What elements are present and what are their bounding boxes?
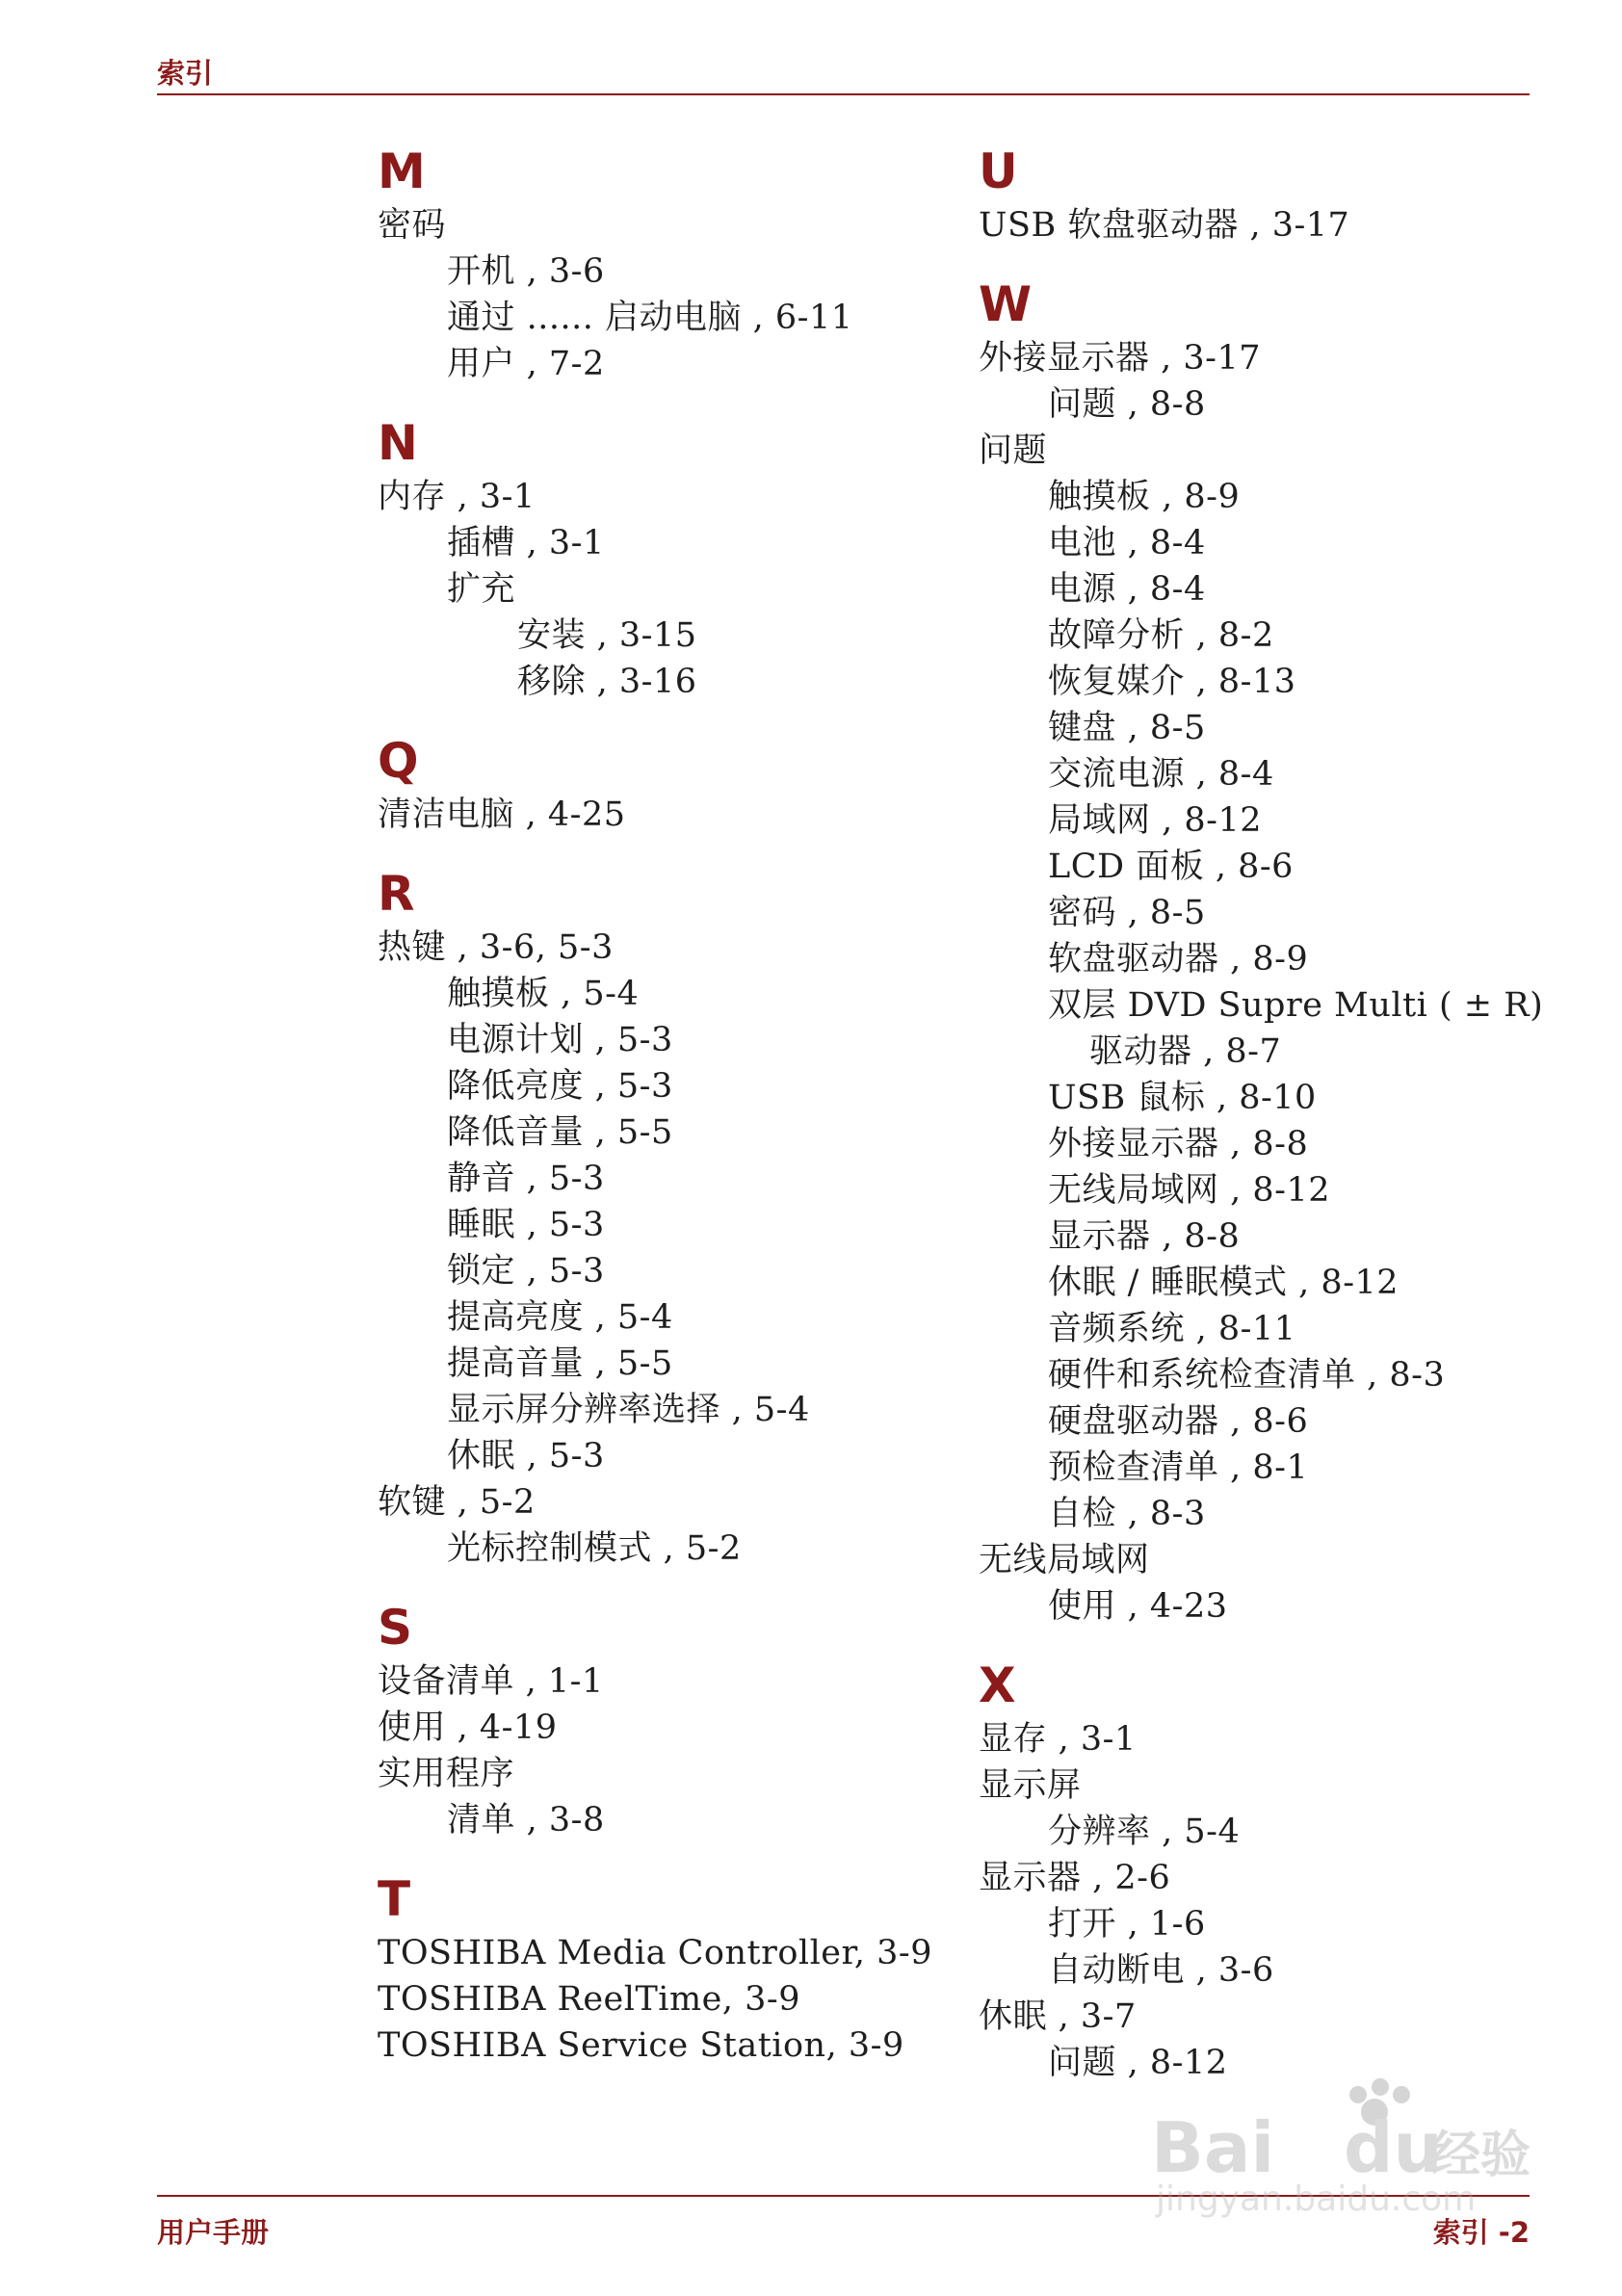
index-entry: 实用程序 [378,1755,515,1793]
svg-text:Bai: Bai [1151,2107,1275,2188]
index-entry: 使用 , 4-19 [378,1709,558,1747]
index-entry: 交流电源 , 8-4 [1048,755,1274,794]
index-entry: 电池 , 8-4 [1048,524,1206,562]
index-entry: 软键 , 5-2 [378,1483,536,1522]
index-entry: 显示屏 [979,1766,1082,1805]
index-entry: 打开 , 1-6 [1048,1905,1206,1944]
baidu-watermark-logo [1151,2075,1536,2220]
svg-text:经验: 经验 [1430,2126,1531,2184]
index-entry: 静音 , 5-3 [447,1160,605,1198]
index-entry: 局域网 , 8-12 [1048,801,1263,840]
index-section-letter: X [979,1657,1016,1713]
index-entry: 自动断电 , 3-6 [1048,1951,1274,1990]
index-entry: TOSHIBA ReelTime, 3-9 [378,1980,801,2019]
index-section-letter: T [378,1871,411,1927]
section-gap [979,248,1557,268]
index-section-letter: N [378,415,418,471]
index-entry: 光标控制模式 , 5-2 [447,1529,742,1568]
index-entry: TOSHIBA Service Station, 3-9 [378,2026,904,2065]
index-entry: 设备清单 , 1-1 [378,1662,604,1701]
index-entry: 清单 , 3-8 [447,1801,605,1839]
index-entry: USB 软盘驱动器 , 3-17 [979,206,1350,245]
index-entry: 睡眠 , 5-3 [447,1206,605,1244]
svg-text:du: du [1344,2107,1443,2188]
index-entry: 热键 , 3-6, 5-3 [378,928,614,967]
index-entry: 移除 , 3-16 [517,663,697,701]
index-entry: 软盘驱动器 , 8-9 [1048,940,1309,978]
index-entry: 故障分析 , 8-2 [1048,616,1274,655]
index-entry: 恢复媒介 , 8-13 [1048,663,1296,701]
index-entry: 通过 ...... 启动电脑 , 6-11 [447,299,853,337]
section-gap [378,1843,975,1863]
index-entry: 密码 [378,206,447,245]
index-entry: 用户 , 7-2 [447,345,605,383]
index-entry: 显存 , 3-1 [979,1720,1137,1759]
index-entry: TOSHIBA Media Controller, 3-9 [378,1934,932,1972]
index-section-letter: W [979,276,1033,332]
section-gap [378,1572,975,1591]
index-entry: USB 鼠标 , 8-10 [1048,1079,1317,1117]
footer-manual-title: 用户手册 [157,2216,270,2249]
index-entry: 内存 , 3-1 [378,478,536,516]
section-gap [378,838,975,857]
index-entry: 安装 , 3-15 [517,616,697,655]
index-entry: LCD 面板 , 8-6 [1048,848,1294,886]
index-entry: 插槽 , 3-1 [447,524,605,562]
index-entry: 双层 DVD Supre Multi ( ± R) [1048,986,1544,1025]
index-entry: 触摸板 , 8-9 [1048,478,1241,516]
index-entry: 电源 , 8-4 [1048,570,1206,609]
index-entry: 显示屏分辨率选择 , 5-4 [447,1391,810,1429]
section-gap [378,387,975,406]
footer-page-number: 索引 -2 [1432,2216,1530,2249]
index-entry: 降低亮度 , 5-3 [447,1067,673,1106]
index-entry: 驱动器 , 8-7 [1089,1032,1282,1071]
index-section-letter: Q [378,733,419,789]
index-entry: 休眠 , 3-7 [979,1997,1137,2036]
section-gap [378,705,975,724]
index-section-letter: S [378,1600,413,1656]
index-entry: 提高亮度 , 5-4 [447,1298,673,1337]
index-entry: 问题 [979,431,1048,470]
index-entry: 降低音量 , 5-5 [447,1113,673,1152]
index-entry: 显示器 , 8-8 [1048,1217,1241,1256]
index-section-letter: U [979,144,1018,199]
index-entry: 显示器 , 2-6 [979,1859,1171,1897]
index-entry: 硬盘驱动器 , 8-6 [1048,1402,1309,1441]
section-gap [979,1630,1557,1649]
page-header-title: 索引 [157,57,214,90]
index-entry: 无线局域网 [979,1541,1150,1579]
index-entry: 触摸板 , 5-4 [447,975,640,1013]
index-entry: 键盘 , 8-5 [1048,709,1206,747]
index-entry: 开机 , 3-6 [447,252,605,291]
index-entry: 使用 , 4-23 [1048,1587,1228,1626]
index-entry: 外接显示器 , 8-8 [1048,1125,1309,1163]
header-rule [157,93,1530,95]
index-entry: 扩充 [447,570,516,609]
index-entry: 无线局域网 , 8-12 [1048,1171,1331,1210]
index-entry: 分辨率 , 5-4 [1048,1813,1241,1851]
index-entry: 提高音量 , 5-5 [447,1344,673,1383]
index-column-left [378,135,975,2069]
index-entry: 自检 , 8-3 [1048,1495,1206,1533]
index-entry: 音频系统 , 8-11 [1048,1310,1296,1348]
index-entry: 休眠 / 睡眠模式 , 8-12 [1048,1264,1400,1302]
index-entry: 电源计划 , 5-3 [447,1021,673,1059]
index-entry: 锁定 , 5-3 [447,1252,605,1291]
index-entry: 外接显示器 , 3-17 [979,339,1262,378]
index-entry: 预检查清单 , 8-1 [1048,1448,1309,1487]
index-entry: 问题 , 8-12 [1048,2044,1228,2082]
index-entry: 清洁电脑 , 4-25 [378,796,626,834]
index-entry: 问题 , 8-8 [1048,385,1206,424]
index-section-letter: R [378,866,415,922]
index-entry: 密码 , 8-5 [1048,894,1206,932]
svg-text:jingyan.baidu.com: jingyan.baidu.com [1156,2179,1477,2219]
index-entry: 硬件和系统检查清单 , 8-3 [1048,1356,1446,1395]
index-entry: 休眠 , 5-3 [447,1437,605,1475]
index-column-right [979,135,1557,2086]
index-section-letter: M [378,144,426,199]
